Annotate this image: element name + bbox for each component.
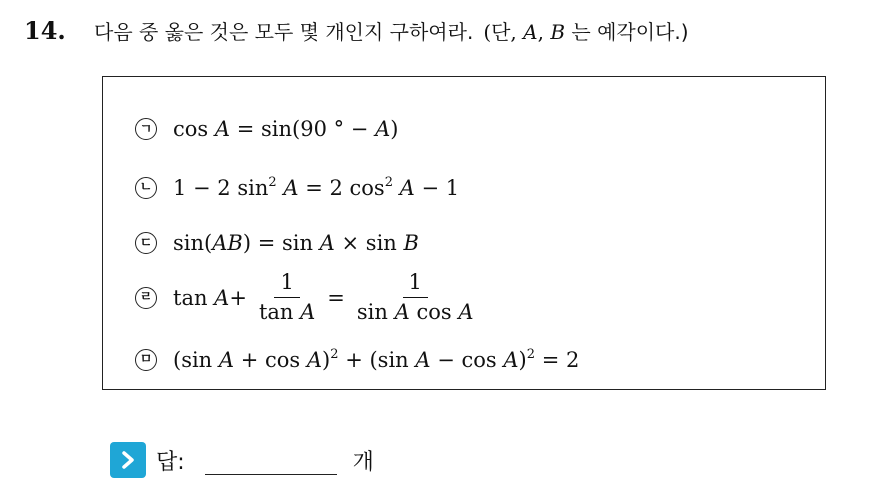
eq-part: = sin(90 ° − bbox=[230, 117, 376, 141]
var-a: A bbox=[375, 117, 391, 141]
var-a: A bbox=[214, 285, 230, 310]
fraction-1-denominator bbox=[253, 298, 321, 324]
var-a: A bbox=[300, 300, 316, 325]
close-paren: ) bbox=[390, 117, 399, 141]
statement-2 bbox=[135, 175, 459, 200]
circled-marker-3: ㄷ bbox=[135, 232, 157, 254]
circled-marker-2: ㄴ bbox=[135, 177, 157, 199]
question-text: 다음 중 옳은 것은 모두 몇 개인지 구하여라. bbox=[94, 19, 474, 44]
var-a: A bbox=[319, 231, 335, 255]
statement-4 bbox=[135, 271, 486, 324]
exponent: 2 bbox=[384, 175, 393, 190]
answer-unit: 개 bbox=[352, 449, 374, 475]
expr-part: = 2 bbox=[535, 348, 580, 372]
expr-part: ) bbox=[322, 348, 331, 372]
fraction-1-numerator: 1 bbox=[274, 271, 299, 298]
var-ab: AB bbox=[212, 231, 243, 255]
note-var-b: B bbox=[550, 19, 566, 44]
expr-part: + cos bbox=[234, 348, 307, 372]
var-a: A bbox=[394, 300, 410, 325]
circled-marker-1: ㄱ bbox=[135, 118, 157, 140]
var-a: A bbox=[399, 176, 415, 200]
answer-row bbox=[110, 440, 374, 480]
sin-fn: sin( bbox=[173, 231, 213, 255]
times-part: × sin bbox=[334, 231, 404, 255]
note-var-a: A bbox=[523, 19, 538, 44]
statement-1-formula bbox=[173, 117, 398, 141]
fraction-2-numerator: 1 bbox=[403, 271, 428, 298]
var-a: A bbox=[214, 117, 231, 141]
sin-fn: sin bbox=[356, 300, 395, 325]
expr-part: (sin bbox=[173, 348, 219, 372]
cos-fn: cos bbox=[173, 117, 209, 141]
var-a: A bbox=[306, 348, 323, 372]
tail-part: − 1 bbox=[414, 176, 460, 200]
var-b: B bbox=[403, 231, 419, 255]
lhs-part: 1 − 2 sin bbox=[173, 176, 269, 200]
tan-fn: tan bbox=[173, 285, 208, 310]
expr-part: − cos bbox=[430, 348, 504, 372]
question-note bbox=[483, 16, 688, 45]
answer-blank[interactable] bbox=[205, 446, 337, 475]
statement-2-formula bbox=[173, 175, 459, 200]
var-a: A bbox=[218, 348, 235, 372]
chevron-right-icon bbox=[110, 442, 146, 478]
statement-box bbox=[102, 76, 826, 390]
eq-part: ) = sin bbox=[242, 231, 320, 255]
var-a: A bbox=[415, 348, 431, 372]
equals-sign: = bbox=[327, 285, 345, 310]
var-a: A bbox=[503, 348, 519, 372]
plus-sign: + bbox=[229, 285, 247, 310]
circled-marker-5: ㅁ bbox=[135, 349, 157, 371]
question-header bbox=[24, 10, 874, 50]
statement-5-formula bbox=[173, 347, 579, 372]
cos-fn: cos bbox=[409, 300, 459, 325]
expr-part: + (sin bbox=[338, 348, 416, 372]
circled-marker-4: ㄹ bbox=[135, 287, 157, 309]
statement-3-formula bbox=[173, 231, 419, 255]
note-comma: , bbox=[537, 19, 551, 44]
exponent: 2 bbox=[330, 347, 339, 362]
question-number: 14. bbox=[24, 15, 66, 45]
tan-fn: tan bbox=[258, 300, 301, 325]
statement-1 bbox=[135, 117, 398, 141]
eq-part: = 2 cos bbox=[298, 176, 385, 200]
var-a: A bbox=[458, 300, 474, 325]
note-tail: 는 예각이다.) bbox=[565, 19, 689, 44]
note-open: (단, bbox=[483, 19, 524, 44]
var-a: A bbox=[283, 176, 299, 200]
fraction-2-denominator bbox=[351, 298, 480, 324]
fraction-2 bbox=[351, 271, 480, 324]
expr-part: ) bbox=[518, 348, 527, 372]
statement-5 bbox=[135, 347, 579, 372]
fraction-1 bbox=[253, 271, 321, 324]
answer-label: 답: bbox=[156, 449, 185, 475]
statement-3 bbox=[135, 231, 419, 255]
exponent: 2 bbox=[526, 347, 536, 362]
statement-4-formula bbox=[173, 271, 486, 324]
exponent: 2 bbox=[268, 175, 277, 190]
